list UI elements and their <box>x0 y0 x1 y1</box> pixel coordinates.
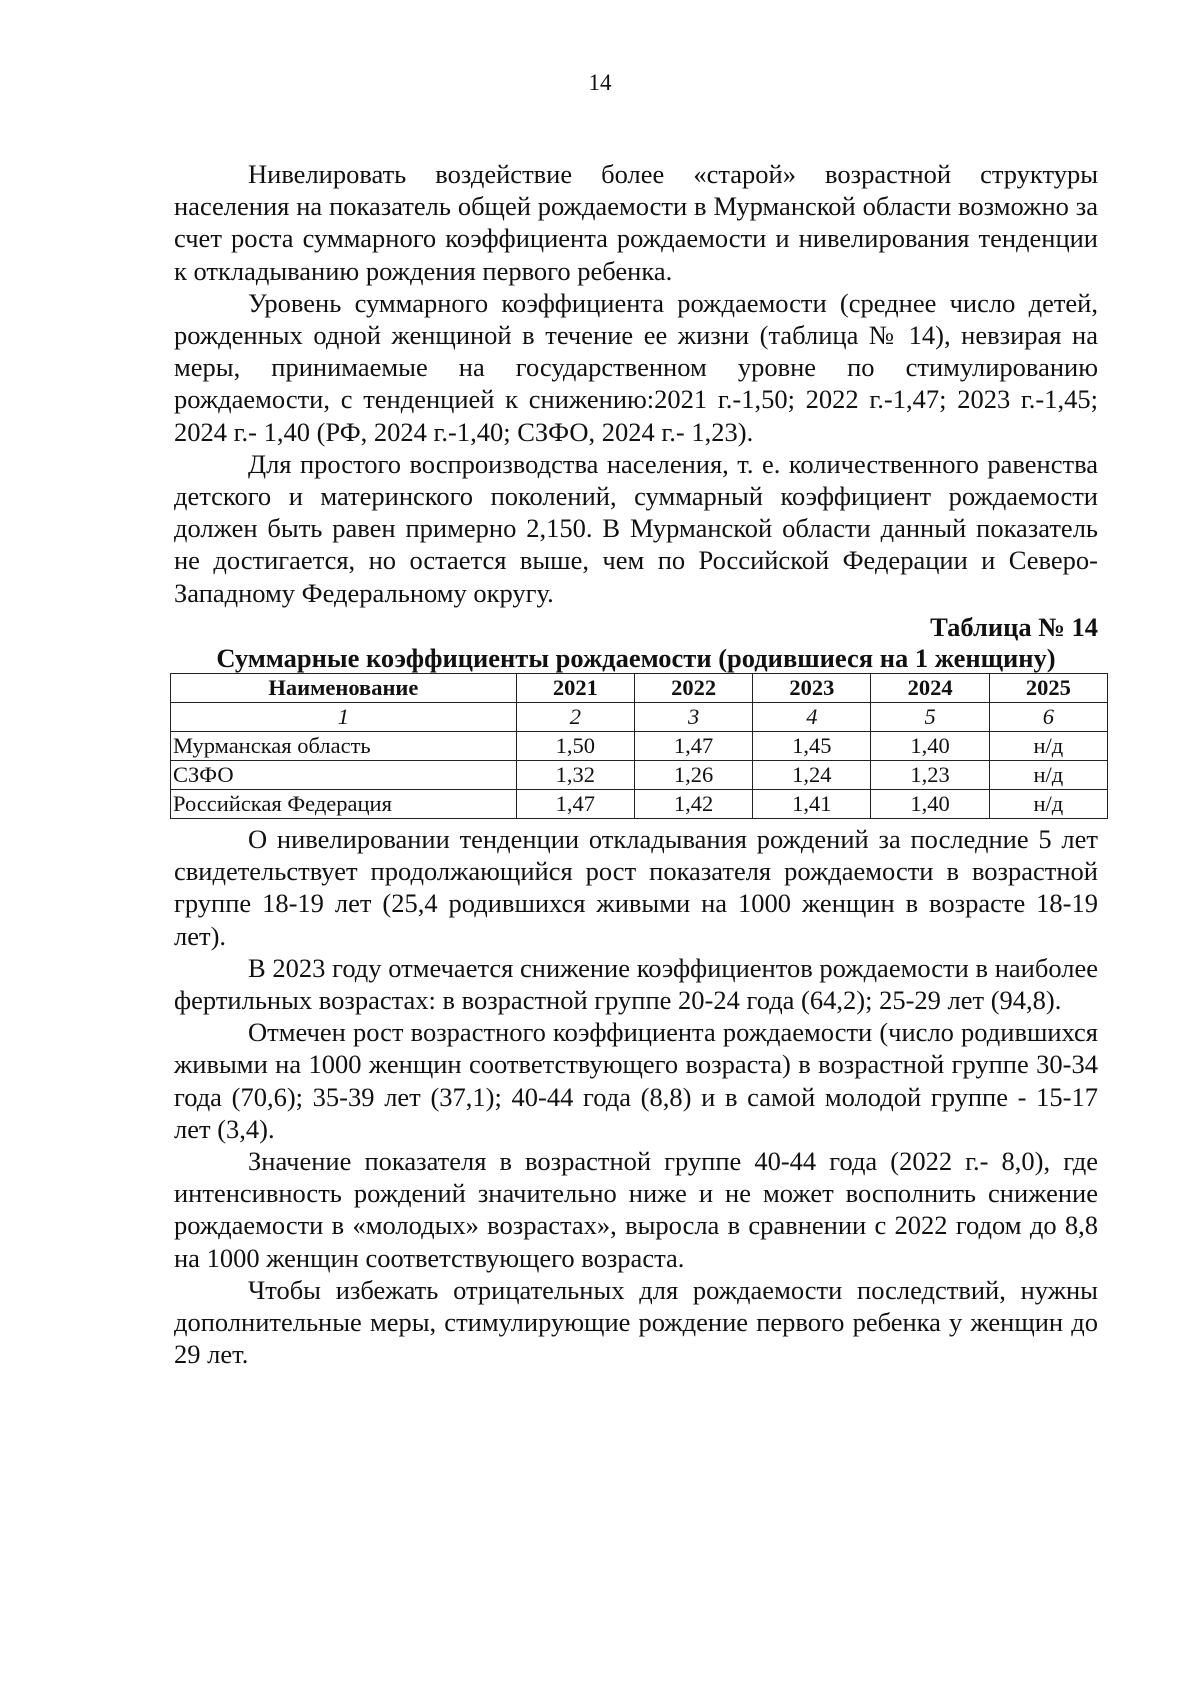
paragraph-40-44-group: Значение показателя в возрастной группе 40-44 года (2022 г.- 8,0), где интенсивность рождений значительно ниже и не может восполнить снижение рождаемости в «молодых» возрастах», выросла в сравнении с 2022 годом до 8,8 на 1000 женщин соответствующего возраста. <box>174 1146 1098 1273</box>
paragraph-2023-decline: В 2023 году отмечается снижение коэффициентов рождаемости в наиболее фертильных возрастах: в возрастной группе 20-24 года (64,2); 25-29 лет (94,8). <box>174 952 1098 1016</box>
table-row <box>171 732 1108 761</box>
paragraph-simple-reproduction: Для простого воспроизводства населения, т. е. количественного равенства детского и материнского поколений, суммарный коэффициент рождаемости должен быть равен примерно 2,150. В Мурманской области данный показатель не достигается, но остается выше, чем по Российской Федерации и Северо-Западному Федеральному округу. <box>174 448 1098 608</box>
column-number: 1 <box>171 703 517 732</box>
table-cell: 1,47 <box>516 790 634 819</box>
table-cell: 1,40 <box>871 732 989 761</box>
header-2022: 2022 <box>634 674 752 703</box>
table-row <box>171 790 1108 819</box>
paragraph-age-growth: Отмечен рост возрастного коэффициента рождаемости (число родившихся живыми на 1000 женщин соответствующего возраста) в возрастной группе 30-34 года (70,6); 35-39 лет (37,1); 40-44 года (8,8) и в самой молодой группе - 15-17 лет (3,4). <box>174 1017 1098 1144</box>
column-number: 4 <box>753 703 871 732</box>
table-title: Суммарные коэффициенты рождаемости (родившиеся на 1 женщину) <box>216 643 1056 674</box>
document-body <box>174 158 1098 1371</box>
table-header-row <box>171 674 1108 703</box>
table-row <box>171 761 1108 790</box>
table-cell: 1,40 <box>871 790 989 819</box>
header-2025: 2025 <box>989 674 1107 703</box>
table-cell: 1,50 <box>516 732 634 761</box>
fertility-table <box>170 673 1108 819</box>
table-cell: н/д <box>989 761 1107 790</box>
table-cell: 1,41 <box>753 790 871 819</box>
table-label: Таблица № 14 <box>930 611 1098 642</box>
table-cell: 1,24 <box>753 761 871 790</box>
paragraph-structure-impact: Нивелировать воздействие более «старой» возрастной структуры населения на показатель общей рождаемости в Мурманской области возможно за счет роста суммарного коэффициента рождаемости и нивелирования тенденции к откладыванию рождения первого ребенка. <box>174 159 1098 286</box>
paragraph-measures: Чтобы избежать отрицательных для рождаемости последствий, нужны дополнительные меры, стимулирующие рождение первого ребенка у женщин до 29 лет. <box>174 1274 1098 1370</box>
table-cell: 1,47 <box>634 732 752 761</box>
header-name: Наименование <box>171 674 517 703</box>
column-number: 2 <box>516 703 634 732</box>
table-numbering-row <box>171 703 1108 732</box>
table-cell: 1,26 <box>634 761 752 790</box>
row-name: Российская Федерация <box>171 790 517 819</box>
table-cell: н/д <box>989 732 1107 761</box>
table-cell: 1,32 <box>516 761 634 790</box>
header-2023: 2023 <box>753 674 871 703</box>
page-number: 14 <box>588 70 612 95</box>
table-cell: 1,23 <box>871 761 989 790</box>
table-cell: 1,45 <box>753 732 871 761</box>
table-cell: 1,42 <box>634 790 752 819</box>
table-cell: н/д <box>989 790 1107 819</box>
column-number: 3 <box>634 703 752 732</box>
paragraph-postponement: О нивелировании тенденции откладывания рождений за последние 5 лет свидетельствует продолжающийся рост показателя рождаемости в возрастной группе 18-19 лет (25,4 родившихся живыми на 1000 женщин в возрасте 18-19 лет). <box>174 824 1098 951</box>
column-number: 5 <box>871 703 989 732</box>
column-number: 6 <box>989 703 1107 732</box>
row-name: Мурманская область <box>171 732 517 761</box>
paragraph-fertility-level: Уровень суммарного коэффициента рождаемости (среднее число детей, рожденных одной женщиной в течение ее жизни (таблица № 14), невзирая на меры, принимаемые на государственном уровне по стимулированию рождаемости, с тенденцией к снижению:2021 г.-1,50; 2022 г.-1,47; 2023 г.-1,45; 2024 г.- 1,40 (РФ, 2024 г.-1,40; СЗФО, 2024 г.- 1,23). <box>174 287 1098 447</box>
header-2021: 2021 <box>516 674 634 703</box>
header-2024: 2024 <box>871 674 989 703</box>
row-name: СЗФО <box>171 761 517 790</box>
